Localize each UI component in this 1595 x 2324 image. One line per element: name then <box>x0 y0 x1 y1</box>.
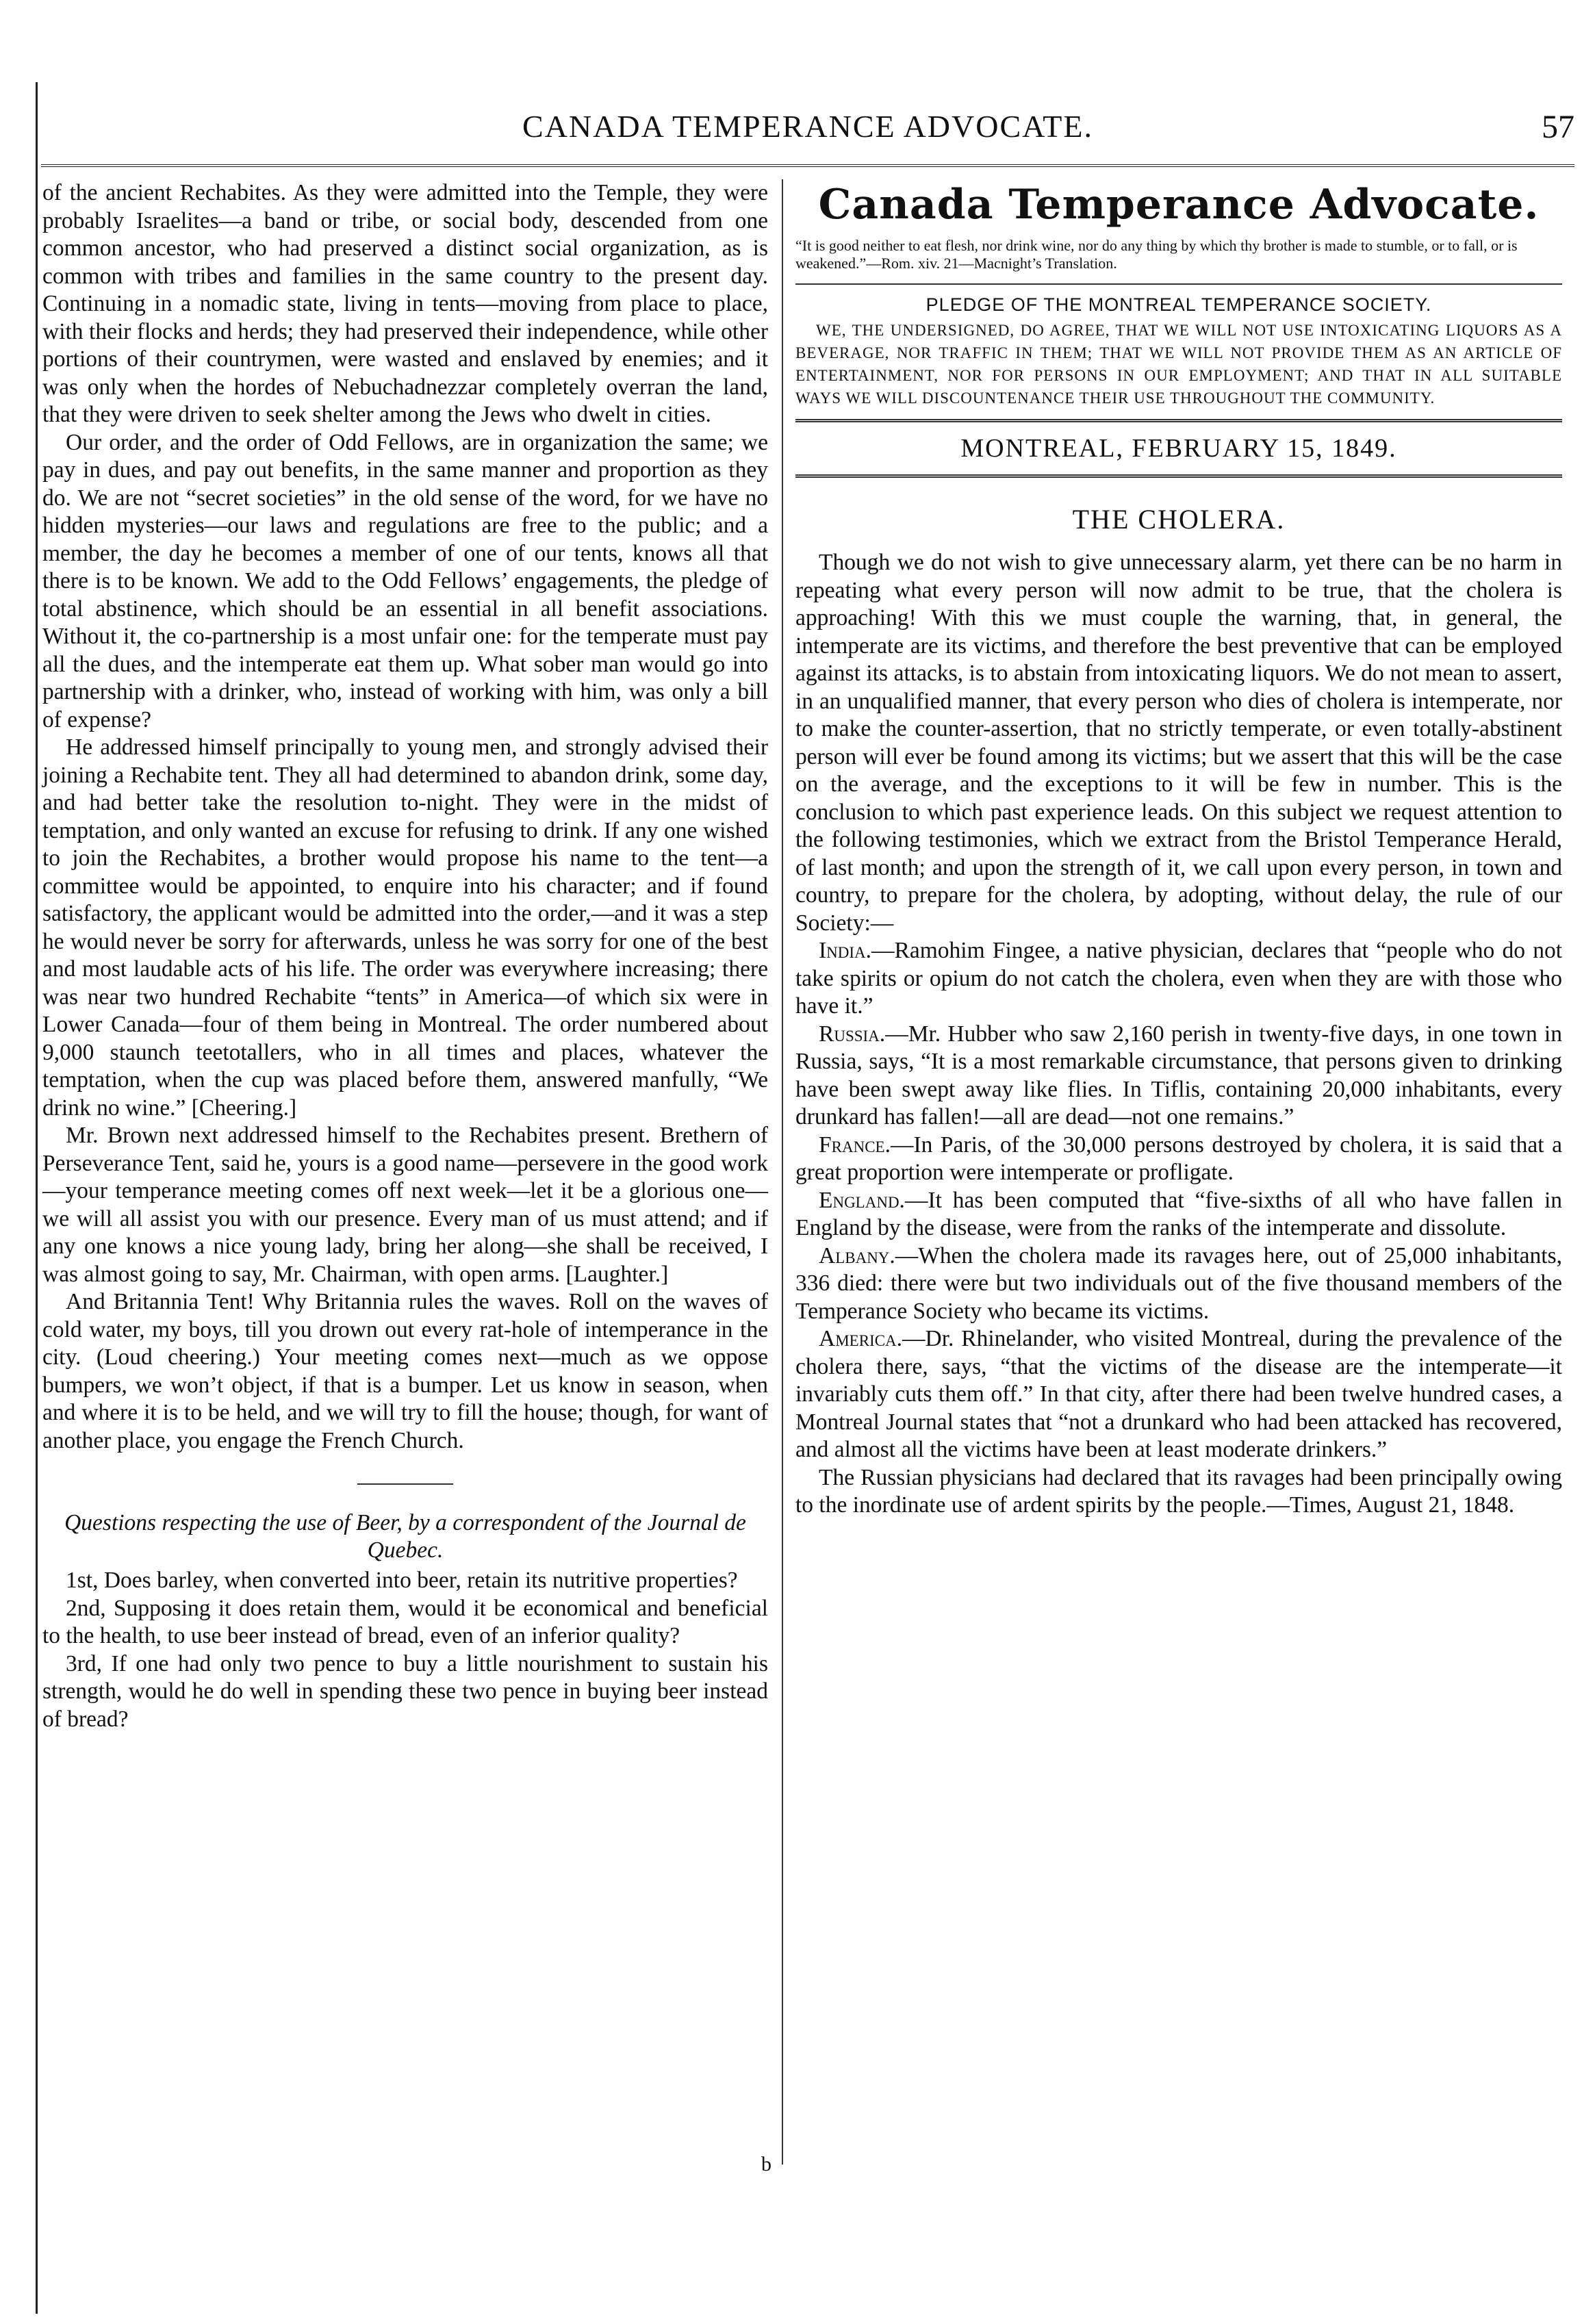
testimony-text: —When the cholera made its ravages here, out of 25,000 inhabitants, 336 died: there were but two individuals out of the five thousand members of the Temperance Society who became its victims. <box>795 1242 1562 1324</box>
rule-double <box>795 419 1562 422</box>
article-title: THE CHOLERA. <box>1072 504 1286 535</box>
left-paragraph-3: He addressed himself principally to young men, and strongly advised their joining a Rechabite tent. They all had determined to abandon drink, some day, and had better take the resolution to-night. They were in the midst of temptation, and only wanted an excuse for refusing to drink. If any one wished to join the Rechabites, a brother would propose his name to the tent—a committee would be appointed, to enquire into his character; and if found satisfactory, the applicant would be admitted into the order,—and it was a step he would never be sorry for afterwards, unless he was sorry for one of the best and most laudable acts of his life. The order was everywhere increasing; there was near two hundred Rechabite “tents” in America—of which six were in Lower Canada—four of them being in Montreal. The order numbered about 9,000 staunch teetotallers, who in all times and places, whatever the temptation, when the cup was placed before them, answered manfully, “We drink no wine.” [Cheering.] <box>42 735 768 1121</box>
header-title: CANADA TEMPERANCE ADVOCATE. <box>522 109 1093 144</box>
testimony-place: England. <box>819 1187 905 1213</box>
question-1: 1st, Does barley, when converted into beer, retain its nutritive properties? <box>66 1568 738 1593</box>
questions-title: Questions respecting the use of Beer, by a correspondent of the Journal de Quebec. <box>64 1510 746 1563</box>
rule <box>795 283 1562 285</box>
left-column <box>42 179 768 1733</box>
testimony-text: —It has been computed that “five-sixths of all who have fallen in England by the disease, were from the ranks of the intemperate and dissolute. <box>795 1187 1562 1240</box>
testimony-text: —Mr. Hubber who saw 2,160 perish in twenty-five days, in one town in Russia, says, “It is a most remarkable circumstance, that persons given to drinking have been swept away like flies. In Tiflis, containing 20,000 inhabitants, every drunkard has fallen!—all are dead—not one remains.” <box>795 1021 1562 1129</box>
left-paragraph-1: of the ancient Rechabites. As they were admitted into the Temple, they were probably Israelites—a band or tribe, or social body, descended from one common ancestor, who had preserved a distinct social organization, as is common with tribes and families in the same country to the present day. Continuing in a nomadic state, living in tents—moving from place to place, with their flocks and herds; they had preserved their independence, while other portions of their countrymen, were wasted and enslaved by enemies; and it was only when the hordes of Nebuchadnezzar completely overran the land, that they were driven to seek shelter among the Jews who dwelt in cities. <box>42 180 768 427</box>
testimony-england <box>795 1187 1562 1242</box>
header-rule <box>41 164 1574 167</box>
left-paragraph-4: Mr. Brown next addressed himself to the Rechabites present. Brethern of Perseverance Tent, said he, yours is a good name—persevere in the good work—your temperance meeting comes off next week—let it be a glorious one—we will all assist you with our presence. Every man of us must attend; and if any one knows a nice young lady, bring her along—she shall be received, I was almost going to say, Mr. Chairman, with open arms. [Laughter.] <box>42 1123 768 1287</box>
page-border <box>36 82 38 2314</box>
testimony-place: America. <box>819 1326 903 1351</box>
signature-mark: b <box>761 2153 771 2175</box>
testimony-france <box>795 1132 1562 1187</box>
testimony-place: Russia. <box>819 1021 886 1047</box>
dateline: MONTREAL, FEBRUARY 15, 1849. <box>960 434 1397 463</box>
testimony-place: Albany. <box>819 1242 895 1268</box>
testimony-place: India. <box>819 938 872 963</box>
testimony-america <box>795 1325 1562 1464</box>
column-divider <box>782 179 783 2165</box>
pledge-title: PLEDGE OF THE MONTREAL TEMPERANCE SOCIETY. <box>926 294 1432 315</box>
testimony-text: —Dr. Rhinelander, who visited Montreal, during the prevalence of the cholera there, says, “that the victims of the disease are the intemperate—it invariably cuts them off.” In that city, after there had been twelve hundred cases, a Montreal Journal states that “not a drunkard who had been attacked has recovered, and almost all the victims have been at least moderate drinkers.” <box>795 1326 1562 1462</box>
article-intro: Though we do not wish to give unnecessary alarm, yet there can be no harm in repeating what every person will now admit to be true, that the cholera is approaching! With this we must couple the warning, that, in general, the intemperate are its victims, and therefore the best preventive that can be employed against its attacks, is to abstain from intoxicating liquors. We do not mean to assert, in an unqualified manner, that every person who dies of cholera is intemperate, nor to make the counter-assertion, that no strictly temperate, or even totally-abstinent person will ever be found among its victims; but we assert that this will be the case on the average, and the exceptions to it will be few in number. This is the conclusion to which past experience leads. On this subject we request attention to the following testimonies, which we extract from the Bristol Temperance Herald, of last month; and upon the strength of it, we call upon every person, in town and country, to prepare for the cholera, by adopting, without delay, the rule of our Society:— <box>795 550 1562 936</box>
left-paragraph-2: Our order, and the order of Odd Fellows, are in organization the same; we pay in dues, and pay out benefits, in the same manner and proportion as they do. We are not “secret societies” in the old sense of the word, for we have no hidden mysteries—our laws and regulations are free to the public; and a member, the day he becomes a member of one of our tents, knows all that there is to be known. We add to the Odd Fellows’ engagements, the pledge of total abstinence, which should be an essential in all benefit associations. Without it, the co-partnership is a most unfair one: for the temperate must pay all the dues, and the intemperate eat them up. What sober man would go into partnership with a drinker, who, instead of working with him, was only a bill of expense? <box>42 429 768 732</box>
rule-double <box>795 474 1562 478</box>
article-closing: The Russian physicians had declared that its ravages had been principally owing to the inordinate use of ardent spirits by the people.—Times, August 21, 1848. <box>795 1464 1562 1518</box>
testimony-india <box>795 937 1562 1021</box>
masthead: Canada Temperance Advocate. <box>818 181 1540 229</box>
section-divider <box>357 1483 453 1485</box>
motto: “It is good neither to eat flesh, nor drink wine, nor do any thing by which thy brother is made to stumble, or to fall, or is weakened.”—Rom. xiv. 21—Macnight’s Translation. <box>795 237 1518 272</box>
page-number: 57 <box>1542 109 1574 145</box>
question-3: 3rd, If one had only two pence to buy a little nourishment to sustain his strength, would he do well in spending these two pence in buying beer instead of bread? <box>42 1650 768 1732</box>
running-header <box>41 103 1574 164</box>
testimony-place: France. <box>819 1132 891 1158</box>
testimony-russia <box>795 1021 1562 1132</box>
testimony-albany <box>795 1242 1562 1326</box>
testimony-text: —Ramohim Fingee, a native physician, declares that “people who do not take spirits or opium do not catch the cholera, even when they are with those who have it.” <box>795 938 1562 1019</box>
question-2: 2nd, Supposing it does retain them, would it be economical and beneficial to the health, to use beer instead of bread, even of an inferior quality? <box>42 1595 768 1648</box>
right-column <box>795 179 1562 1520</box>
pledge-body: WE, THE UNDERSIGNED, DO AGREE, THAT WE WILL NOT USE INTOXICATING LIQUORS AS A BEVERAGE, NOR TRAFFIC IN THEM; THAT WE WILL NOT PROVIDE THEM AS AN ARTICLE OF ENTERTAINMENT, NOR FOR PERSONS IN OUR EMPLOYMENT; AND THAT IN ALL SUITABLE WAYS WE WILL DISCOUNTENANCE THEIR USE THROUGHOUT THE COMMUNITY. <box>795 322 1562 407</box>
left-paragraph-5: And Britannia Tent! Why Britannia rules the waves. Roll on the waves of cold water, my boys, till you drown out every rat-hole of intemperance in the city. (Loud cheering.) Your meeting comes next—much as we oppose bumpers, we won’t object, if that is a bumper. Let us know in season, when and where it is to be held, and we will try to fill the house; though, for want of another place, you engage the French Church. <box>42 1289 768 1453</box>
testimony-text: —In Paris, of the 30,000 persons destroyed by cholera, it is said that a great proportion were intemperate or profligate. <box>795 1132 1562 1185</box>
